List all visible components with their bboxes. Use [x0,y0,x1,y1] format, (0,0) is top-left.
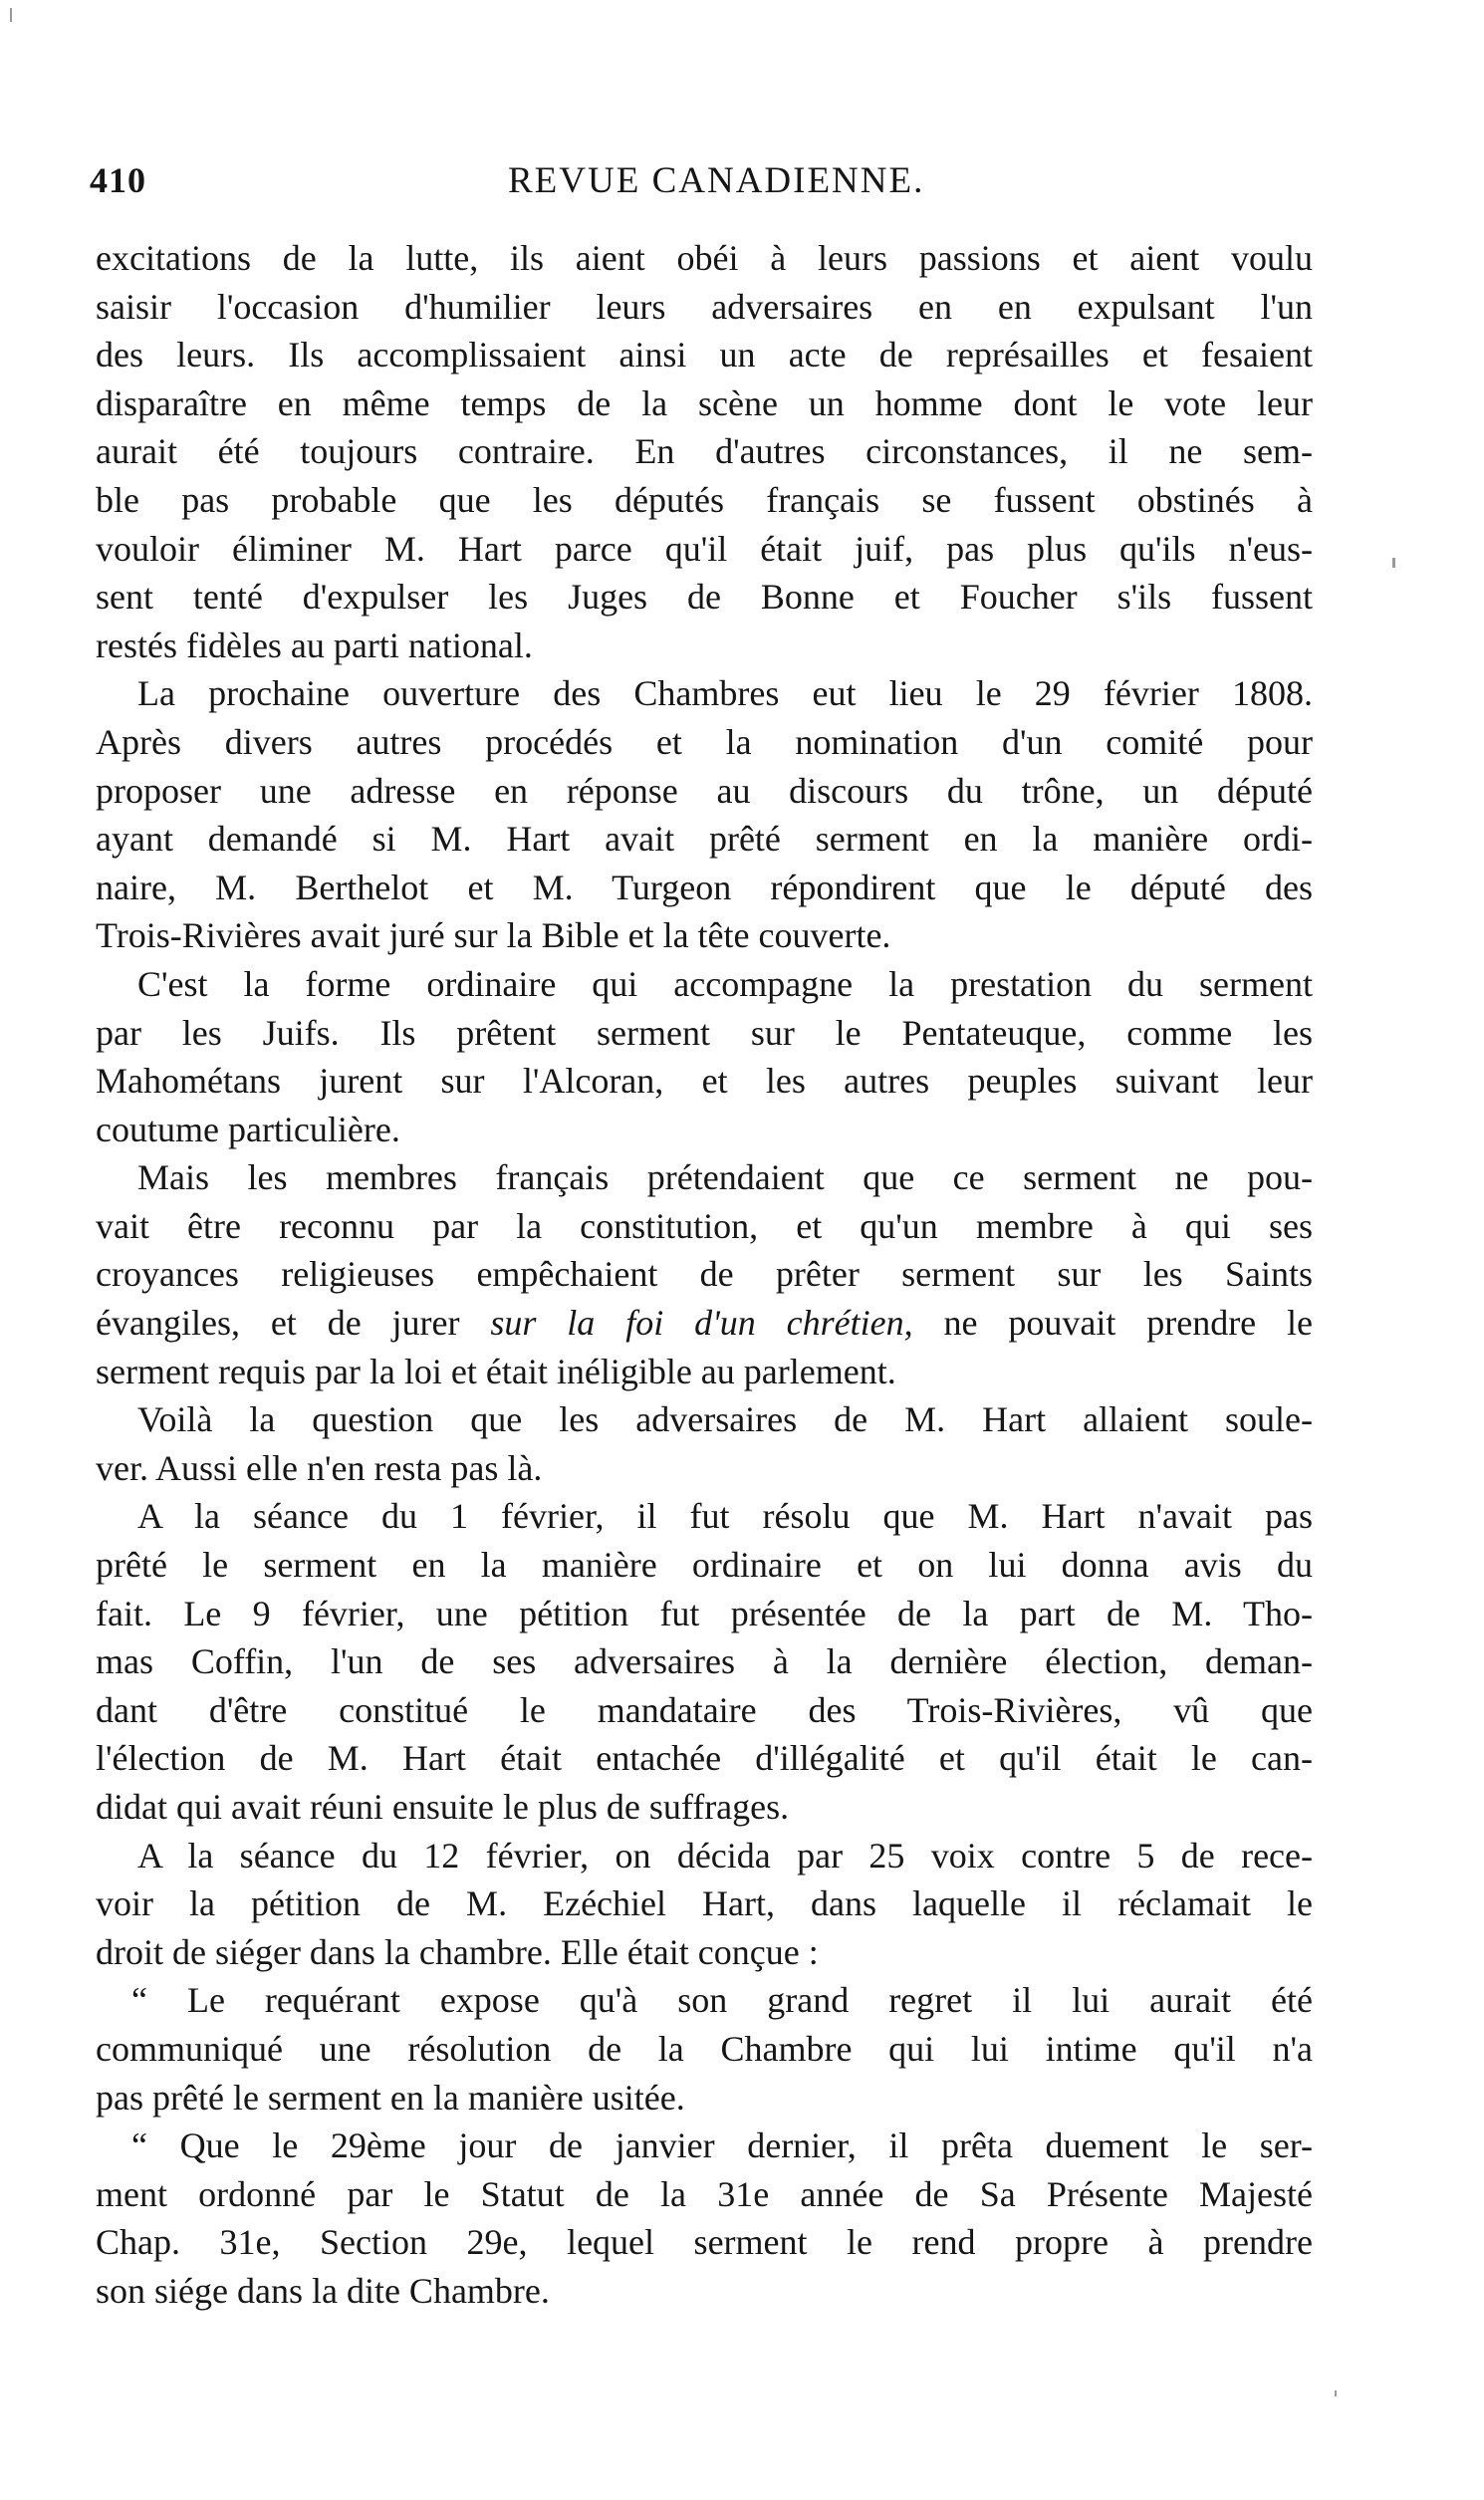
text-segment: ne pouvait prendre le [943,1303,1313,1344]
text-line: restés fidèles au parti national. [96,625,533,665]
text-line: fait. Le 9 février, une pétition fut présentée de la part de M. Tho- [96,1593,1313,1633]
text-line: droit de siéger dans la chambre. Elle était conçue : [96,1931,819,1972]
text-line: voir la pétition de M. Ezéchiel Hart, dans laquelle il réclamait le [96,1883,1313,1924]
paragraph [96,1492,1313,1831]
text-line: vouloir éliminer M. Hart parce qu'il était juif, pas plus qu'ils n'eus- [96,528,1313,569]
text-line: vait être reconnu par la constitution, et qu'un membre à qui ses [96,1205,1313,1246]
text-line: ble pas probable que les députés français se fussent obstinés à [96,479,1313,520]
text-line: ment ordonné par le Statut de la 31e année de Sa Présente Majesté [96,2173,1313,2214]
ink-speck [1392,558,1395,568]
text-line: La prochaine ouverture des Chambres eut lieu le 29 février 1808. [137,673,1313,714]
text-line: “ Que le 29ème jour de janvier dernier, il prêta duement le ser- [131,2125,1313,2166]
text-line: croyances religieuses empêchaient de prêter serment sur les Saints [96,1254,1313,1295]
text-line: A la séance du 12 février, on décida par 25 voix contre 5 de rece- [137,1835,1313,1875]
text-line: C'est la forme ordinaire qui accompagne la prestation du serment [137,963,1313,1004]
text-line: Mais les membres français prétendaient que ce serment ne pou- [137,1157,1313,1198]
text-line: son siége dans la dite Chambre. [96,2270,550,2311]
page-header [90,159,1325,219]
text-line: naire, M. Berthelot et M. Turgeon répondirent que le député des [96,867,1313,907]
paragraph [96,234,1313,669]
paragraph [96,1832,1313,1977]
running-title: REVUE CANADIENNE. [508,160,925,201]
text-line: Chap. 31e, Section 29e, lequel serment le rend propre à prendre [96,2222,1313,2263]
text-segment: évangiles, et de jurer [96,1303,460,1344]
text-line: Voilà la question que les adversaires de M. Hart allaient soule- [137,1399,1313,1440]
text-line: proposer une adresse en réponse au discours du trône, un député [96,770,1313,811]
text-line: l'élection de M. Hart était entachée d'illégalité et qu'il était le can- [96,1738,1313,1779]
text-line: communiqué une résolution de la Chambre qui lui intime qu'il n'a [96,2028,1313,2069]
paragraph [96,669,1313,960]
text-line: aurait été toujours contraire. En d'autres circonstances, il ne sem- [96,431,1313,472]
text-line: A la séance du 1 février, il fut résolu que M. Hart n'avait pas [137,1496,1313,1537]
text-line: prêté le serment en la manière ordinaire et on lui donna avis du [96,1545,1313,1586]
text-line: didat qui avait réuni ensuite le plus de suffrages. [96,1787,790,1827]
text-line: serment requis par la loi et était inéligible au parlement. [96,1351,896,1391]
text-line: sent tenté d'expulser les Juges de Bonne et Foucher s'ils fussent [96,577,1313,618]
page-number: 410 [90,160,146,200]
text-line: coutume particulière. [96,1109,400,1149]
paragraph [96,960,1313,1153]
text-line: Trois-Rivières avait juré sur la Bible et la tête couverte. [96,915,891,956]
text-line: des leurs. Ils accomplissaient ainsi un acte de représailles et fesaient [96,335,1313,375]
paragraph [96,1153,1313,1395]
paragraph [96,1395,1313,1492]
text-line: saisir l'occasion d'humilier leurs adversaires en en expulsant l'un [96,286,1313,327]
text-line: Après divers autres procédés et la nomination d'un comité pour [96,721,1313,762]
quoted-paragraph [96,2122,1313,2315]
text-line: “ Le requérant expose qu'à son grand regret il lui aurait été [131,1980,1313,2021]
body-text [96,234,1313,2316]
text-line-with-italic [96,1299,1313,1348]
text-line: ver. Aussi elle n'en resta pas là. [96,1447,543,1488]
text-line: par les Juifs. Ils prêtent serment sur le Pentateuque, comme les [96,1012,1313,1053]
text-line: Mahométans jurent sur l'Alcoran, et les autres peuples suivant leur [96,1061,1313,1102]
text-line: mas Coffin, l'un de ses adversaires à la dernière élection, deman- [96,1641,1313,1682]
text-line: ayant demandé si M. Hart avait prêté serment en la manière ordi- [96,819,1313,860]
text-line: dant d'être constitué le mandataire des Trois-Rivières, vû que [96,1689,1313,1730]
text-line: disparaître en même temps de la scène un homme dont le vote leur [96,382,1313,423]
ink-speck [10,8,12,22]
quoted-paragraph [96,1976,1313,2122]
text-line: pas prêté le serment en la manière usitée. [96,2077,685,2118]
italic-phrase: sur la foi d'un chrétien, [490,1303,913,1344]
ink-speck [1335,2390,1337,2396]
text-line: excitations de la lutte, ils aient obéi à leurs passions et aient voulu [96,238,1313,278]
